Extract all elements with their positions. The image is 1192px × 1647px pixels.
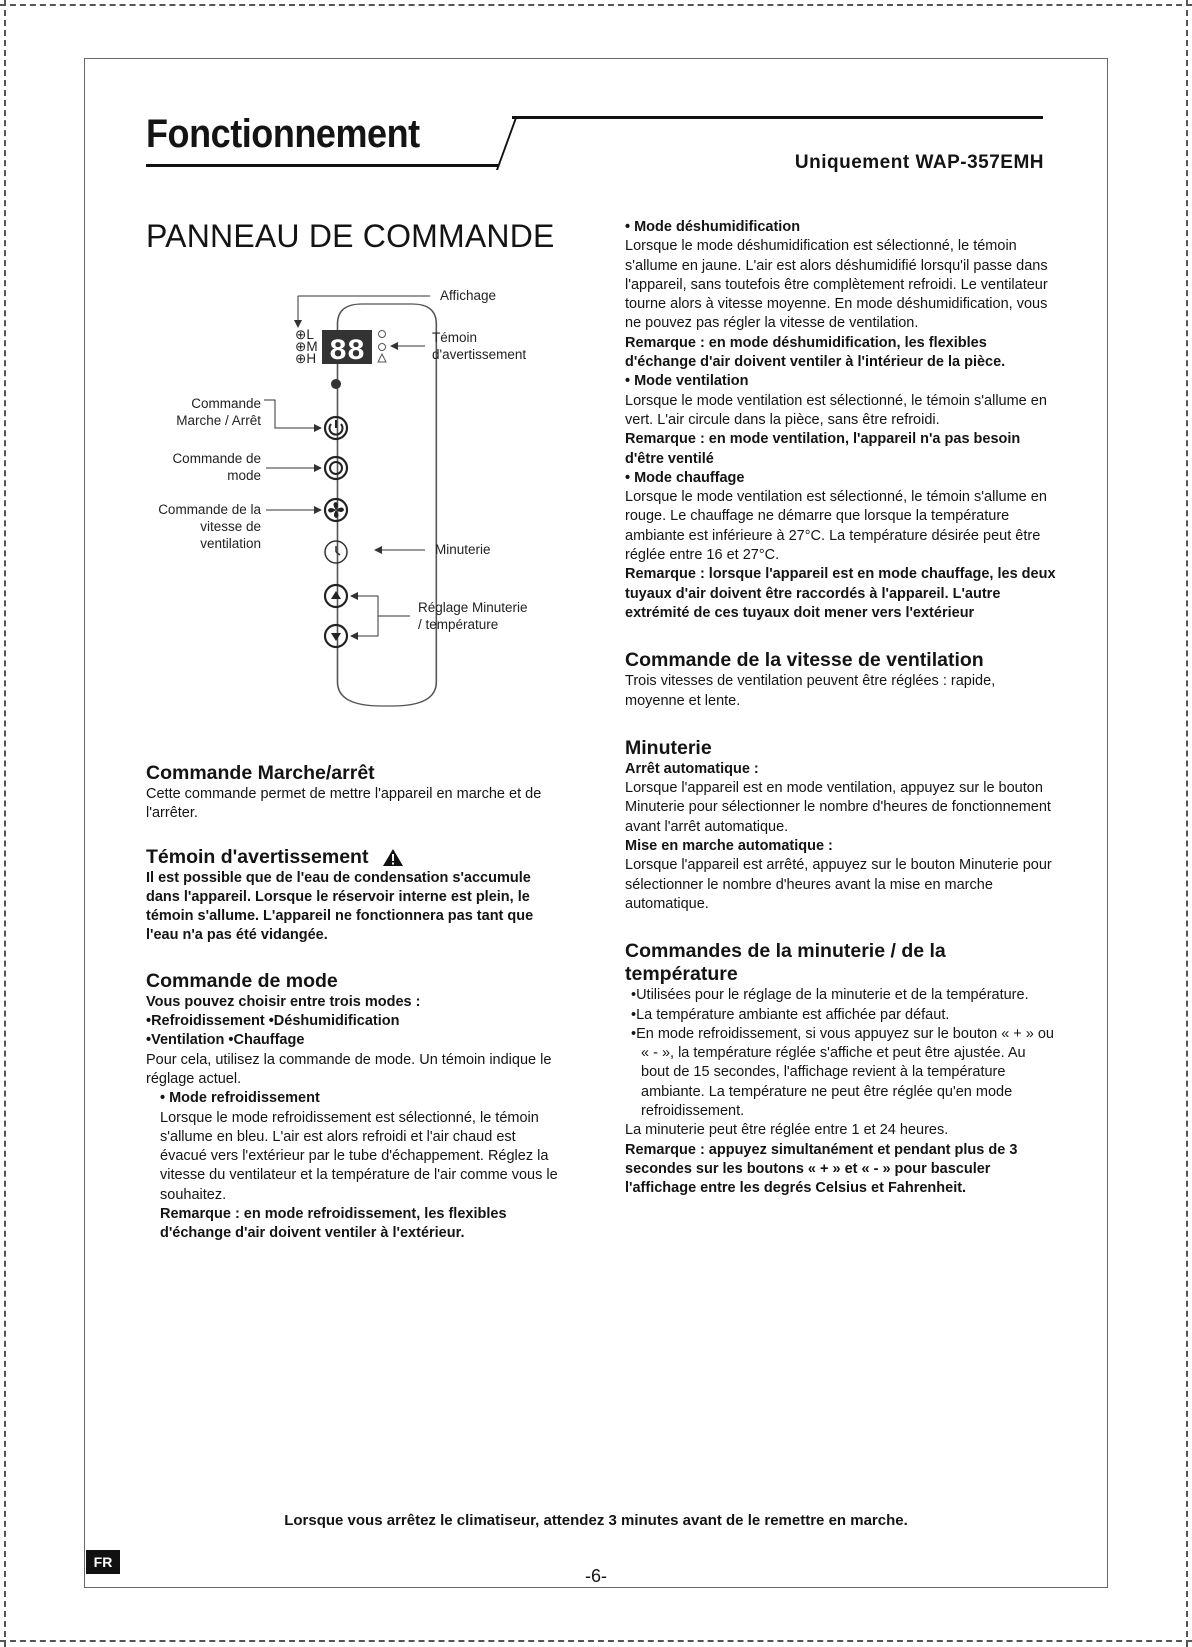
temoin-text: Il est possible que de l'eau de condensation s'accumule dans l'appareil. Lorsque le réservoir interne est plein, le témoin s'allume. L'appareil ne fonctionnera pas tant que l'eau n'a pas été vidangée.: [146, 869, 534, 944]
cut-line-bottom: [0, 1640, 1192, 1642]
mise-text: Lorsque l'appareil est arrêté, appuyez sur le bouton Minuterie pour sélectionner le nombre d'heures avant la mise en marche automatique.: [625, 857, 1052, 912]
title-underline: [146, 164, 498, 167]
section-title-mode: Commande de mode: [146, 969, 338, 992]
bullet-3: •En mode refroidissement, si vous appuyez sur le bouton « + » ou « - », la température réglée s'affiche et peut être ajustée. Au bout de 15 secondes, l'affichage revient à la température ambiante. La température ne peut être réglée qu'en mode refroidissement.: [631, 1025, 1054, 1119]
label-marche-1: Commande: [191, 396, 261, 411]
arret-text: Lorsque l'appareil est en mode ventilation, appuyez sur le bouton Minuterie pour sélectionner le nombre d'heures de fonctionnement avant l'arrêt automatique.: [625, 780, 1051, 835]
label-vitesse-3: ventilation: [200, 536, 261, 551]
section-title-commandes: Commandes de la minuterie / de la température: [625, 940, 946, 986]
mise-title: Mise en marche automatique :: [625, 838, 833, 855]
label-vitesse-2: vitesse de: [200, 519, 261, 534]
title-overline: [512, 116, 1043, 119]
refroid-text: Lorsque le mode refroidissement est sélectionné, le témoin s'allume en bleu. L'air est alors refroidi et l'air chaud est évacué vers l'extérieur par le tube d'échappement. Réglez la vitesse du ventilateur et la température de l'air comme vous le souhaitez.: [160, 1109, 558, 1203]
display-digits: 88: [328, 335, 366, 369]
deshum-note: Remarque : en mode déshumidification, les flexibles d'échange d'air doivent ventiler à l'intérieur de la pièce.: [625, 334, 1006, 371]
mode-text: Pour cela, utilisez la commande de mode. Un témoin indique le réglage actuel.: [146, 1051, 552, 1087]
left-column: [146, 762, 566, 1244]
label-temoin-2: d'avertissement: [432, 347, 527, 362]
label-reglage-1: Réglage Minuterie: [418, 600, 528, 615]
label-affichage: Affichage: [440, 288, 497, 303]
label-mode-2: mode: [227, 468, 261, 483]
up-button: [325, 585, 347, 607]
marche-text: Cette commande permet de mettre l'appareil en marche et de l'arrêter.: [146, 786, 542, 822]
mode-list-2: •Ventilation •Chauffage: [146, 1032, 305, 1049]
refroid-title: • Mode refroidissement: [160, 1090, 320, 1107]
deshum-title: • Mode déshumidification: [625, 219, 801, 235]
section-title-vitesse: Commande de la vitesse de ventilation: [625, 649, 984, 672]
bullet-2: •La température ambiante est affichée par défaut.: [631, 1006, 950, 1023]
fan-speed-button: [325, 499, 347, 521]
refroid-note: Remarque : en mode refroidissement, les flexibles d'échange d'air doivent ventiler à l'extérieur.: [160, 1206, 507, 1242]
vitesse-text: Trois vitesses de ventilation peuvent être réglées : rapide, moyenne et lente.: [625, 673, 996, 709]
indicator-timer-icon: [379, 331, 386, 338]
footer-note: Lorsque vous arrêtez le climatiseur, attendez 3 minutes avant de le remettre en marche.: [284, 1512, 908, 1529]
indicator-low: ⊕L: [295, 327, 314, 342]
arret-title: Arrêt automatique :: [625, 760, 759, 777]
chauff-text: Lorsque le mode ventilation est sélectionné, le témoin s'allume en rouge. Le chauffage ne démarre que lorsque la température ambiante est inférieure à 27°C. La température désirée peut être réglée entre 16 et 27°C.: [625, 489, 1047, 564]
indicator-high: ⊕H: [295, 351, 317, 366]
section-title-temoin: [146, 846, 566, 869]
section-title-minuterie: Minuterie: [625, 736, 712, 759]
section-title-marche: Commande Marche/arrêt: [146, 762, 375, 784]
timer-button: [325, 541, 347, 563]
mode-led-dot: [331, 379, 341, 389]
right-column: [625, 218, 1057, 1198]
cut-line-top: [0, 4, 1192, 6]
refroid-block: [146, 1089, 566, 1243]
cut-line-right: [1186, 0, 1188, 1647]
panel-heading: PANNEAU DE COMMANDE: [146, 218, 555, 254]
label-minuterie: Minuterie: [435, 542, 491, 557]
vent-text: Lorsque le mode ventilation est sélectionné, le témoin s'allume en vert. L'air circule dans la pièce, sans être refroidi.: [625, 392, 1047, 428]
label-vitesse-1: Commande de la: [158, 502, 261, 517]
indicator-medium: ⊕M: [295, 339, 318, 354]
timer-range: La minuterie peut être réglée entre 1 et 24 heures.: [625, 1122, 949, 1139]
mode-intro: Vous pouvez choisir entre trois modes :: [146, 993, 421, 1010]
deshum-text: Lorsque le mode déshumidification est sélectionné, le témoin s'allume en jaune. L'air est alors déshumidifié lorsqu'il passe dans l'appareil, sans toutefois être complètement refroidi. Le ventilateur tourne alors à vitesse moyenne. En mode déshumidification, vous ne pouvez pas régler la vitesse de ventilation.: [625, 238, 1048, 332]
control-panel-diagram: [140, 282, 590, 742]
temoin-title-text: Témoin d'avertissement: [146, 845, 369, 868]
page-title: Fonctionnement: [146, 112, 420, 156]
label-marche-2: Marche / Arrêt: [176, 413, 261, 428]
final-note: Remarque : appuyez simultanément et pendant plus de 3 secondes sur les boutons « + » et « - » pour basculer l'affichage entre les degrés Celsius et Fahrenheit.: [625, 1141, 1018, 1197]
chauff-note: Remarque : lorsque l'appareil est en mode chauffage, les deux tuyaux d'air doivent être raccordés à l'appareil. L'autre extrémité de ces tuyaux doit mener vers l'extérieur: [625, 566, 1056, 621]
bullet-1: •Utilisées pour le réglage de la minuterie et de la température.: [631, 987, 1029, 1004]
power-button: [325, 417, 347, 439]
label-mode-1: Commande de: [172, 451, 261, 466]
chauff-title: • Mode chauffage: [625, 469, 745, 486]
cut-line-left: [4, 0, 6, 1647]
indicator-celsius-icon: [379, 344, 386, 351]
warning-icon: [382, 848, 404, 867]
model-label: Uniquement WAP-357EMH: [794, 152, 1044, 173]
down-button: [325, 625, 347, 647]
vent-title: • Mode ventilation: [625, 373, 749, 390]
page-number: -6-: [585, 1566, 607, 1586]
label-temoin-1: Témoin: [432, 330, 478, 345]
indicator-warning-icon: [378, 354, 386, 362]
language-badge: FR: [86, 1550, 120, 1574]
mode-button: [325, 457, 347, 479]
vent-note: Remarque : en mode ventilation, l'appareil n'a pas besoin d'être ventilé: [625, 431, 1021, 467]
label-reglage-2: / température: [418, 617, 499, 632]
mode-list-1: •Refroidissement •Déshumidification: [146, 1013, 400, 1030]
